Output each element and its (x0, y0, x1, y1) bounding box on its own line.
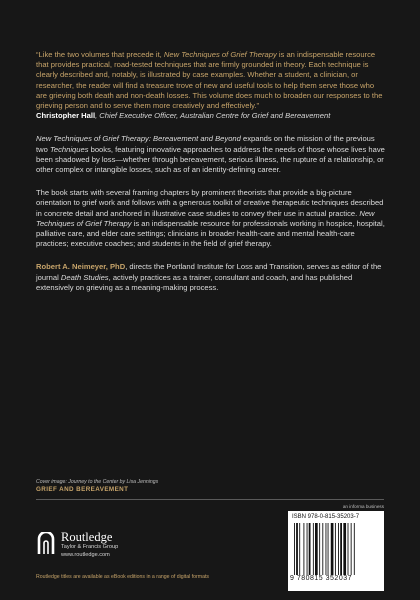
endorser-name: Christopher Hall (36, 111, 96, 121)
description-paragraph-1: New Techniques of Grief Therapy: Bereavement and Beyond expands on the mission of the previous two Techniques books, featuring innovative approaches to address the needs of those whose lives have been shadowed by loss—whether through bereavement, serious illness, the rupture of a relationship, or other complex or intangible losses, such as of an identity-defining career. (36, 134, 385, 175)
description-paragraph-2: The book starts with several framing chapters by prominent theorists that provide a big-picture orientation to grief work and follows with a generous toolkit of creative therapeutic techniques described in concrete detail and anchored in illustrative case studies to convey their use in actual practice. New Techniques of Grief Therapy is an indispensable resource for professionals working in hospice, hospital, palliative care, and elder care settings; clinicians in broader health-care and mental health-care practices; executive coaches; and students in the field of grief therapy. (36, 188, 385, 249)
cover-image-credit: Cover image: Journey to the Center by Lisa Jennings (36, 479, 159, 485)
barcode-area (288, 504, 384, 591)
endorsement-quote: “Like the two volumes that precede it, New Techniques of Grief Therapy is an indispensable resource that provides practical, road-tested techniques that are firmly grounded in theory. Each technique is clearly described and, notably, is illustrated by case examples. Whether a student, a clinician, or researcher, the reader will find a treasure trove of new and useful tools to help them serve those who are grieving both death and non-death losses. This volume does much to broaden our responses to the grieving person and to serve them more creatively and effectively.” (36, 50, 383, 111)
cover-text (36, 50, 386, 306)
endorser-role: , Chief Executive Officer, Australian Centre for Grief and Bereavement (95, 111, 331, 121)
endorsement-attribution (36, 111, 386, 121)
informa-tagline: an informa business (342, 504, 384, 509)
divider (36, 499, 384, 500)
publisher-url[interactable]: www.routledge.com (61, 552, 110, 558)
publisher-group: Taylor & Francis Group (61, 544, 119, 550)
publisher-logo (36, 530, 156, 564)
ebook-note: Routledge titles are available as eBook editions in a range of digital formats (36, 574, 210, 580)
barcode (288, 511, 384, 591)
isbn-text: ISBN 978-0-815-35203-7 (292, 514, 360, 520)
barcode-bars-icon (292, 523, 380, 575)
routledge-mark-icon (36, 532, 56, 556)
barcode-digits: 9 780815 352037 (290, 575, 352, 582)
author-bio: Robert A. Neimeyer, PhD, directs the Portland Institute for Loss and Transition, serves as editor of the journal Death Studies, actively practices as a trainer, consultant and coach, and has published extensively on grieving as a meaning-making process. (36, 262, 382, 292)
author-name: Robert A. Neimeyer, PhD (36, 262, 126, 272)
subject-category: GRIEF AND BEREAVEMENT (36, 486, 129, 493)
publisher-name: Routledge (61, 530, 113, 544)
